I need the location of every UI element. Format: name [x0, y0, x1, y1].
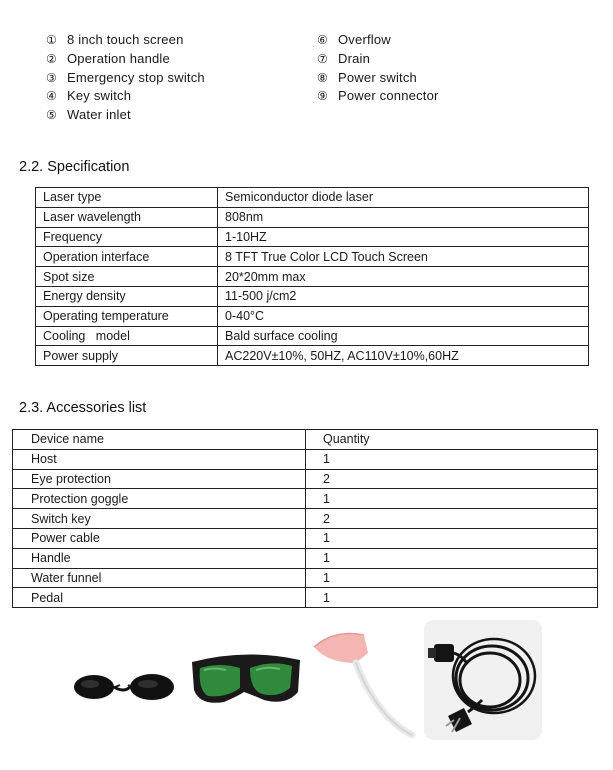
device-quantity: 1: [306, 588, 598, 608]
spec-value: 0-40°C: [218, 306, 589, 326]
table-row: [36, 286, 589, 306]
device-quantity: 2: [306, 509, 598, 529]
device-quantity: 1: [306, 568, 598, 588]
protection-goggle-image: [186, 640, 306, 720]
table-row: [13, 489, 598, 509]
device-name: Protection goggle: [13, 489, 306, 509]
spec-key: Laser type: [36, 188, 218, 208]
legend-item: [317, 69, 439, 88]
device-name: Host: [13, 449, 306, 469]
legend-number: ⑦: [317, 51, 328, 66]
legend-item: [317, 31, 439, 50]
legend-number: ⑧: [317, 70, 328, 85]
legend-label: Overflow: [338, 32, 391, 47]
spec-value: 20*20mm max: [218, 267, 589, 287]
eye-shield-image: [68, 655, 180, 715]
table-row: [36, 188, 589, 208]
legend-item: [46, 31, 205, 50]
power-cable-image: [424, 620, 542, 740]
legend-item: [46, 106, 205, 125]
spec-value: 11-500 j/cm2: [218, 286, 589, 306]
spec-value: 8 TFT True Color LCD Touch Screen: [218, 247, 589, 267]
legend-label: Operation handle: [67, 50, 170, 66]
device-quantity: 2: [306, 469, 598, 489]
table-row: [13, 568, 598, 588]
legend-label: Power switch: [338, 69, 417, 85]
column-header-quantity: Quantity: [306, 430, 598, 450]
parts-legend-left: [46, 31, 205, 125]
legend-number: ①: [46, 33, 57, 47]
specification-heading: 2.2. Specification: [19, 159, 130, 175]
table-row: [36, 346, 589, 366]
device-name: Eye protection: [13, 469, 306, 489]
spec-value: Bald surface cooling: [218, 326, 589, 346]
spec-key: Operation interface: [36, 247, 218, 267]
spec-key: Laser wavelength: [36, 207, 218, 227]
accessories-heading: 2.3. Accessories list: [19, 400, 147, 416]
legend-number: ⑤: [46, 108, 57, 123]
device-name: Pedal: [13, 588, 306, 608]
device-quantity: 1: [306, 548, 598, 568]
table-row: [36, 306, 589, 326]
spec-value: 808nm: [218, 207, 589, 227]
parts-legend-right: [317, 31, 439, 106]
table-row: [13, 449, 598, 469]
table-row: [36, 326, 589, 346]
table-row: [36, 267, 589, 287]
device-quantity: 1: [306, 528, 598, 548]
spec-key: Operating temperature: [36, 306, 218, 326]
legend-label: Key switch: [67, 88, 132, 104]
legend-number: ④: [46, 89, 57, 104]
table-row: [36, 247, 589, 267]
table-row: [36, 207, 589, 227]
device-name: Switch key: [13, 509, 306, 529]
spec-key: Power supply: [36, 346, 218, 366]
legend-label: Drain: [338, 50, 371, 66]
legend-item: [46, 50, 205, 69]
accessories-table: [12, 429, 598, 608]
specification-table: [35, 187, 589, 366]
spec-key: Frequency: [36, 227, 218, 247]
legend-number: ②: [46, 51, 57, 66]
water-funnel-image: [308, 625, 420, 740]
device-quantity: 1: [306, 449, 598, 469]
legend-number: ③: [46, 70, 57, 85]
table-row: [13, 469, 598, 489]
legend-number: ⑨: [317, 89, 328, 104]
spec-key: Energy density: [36, 286, 218, 306]
device-quantity: 1: [306, 489, 598, 509]
device-name: Power cable: [13, 528, 306, 548]
device-name: Handle: [13, 548, 306, 568]
table-row: [13, 548, 598, 568]
legend-item: [46, 87, 205, 106]
legend-label: 8 inch touch screen: [67, 32, 184, 47]
table-row: [36, 227, 589, 247]
spec-value: Semiconductor diode laser: [218, 188, 589, 208]
table-row: [13, 528, 598, 548]
table-row: [13, 509, 598, 529]
legend-item: [317, 50, 439, 69]
table-header-row: [13, 430, 598, 450]
spec-value: 1-10HZ: [218, 227, 589, 247]
spec-key: Spot size: [36, 267, 218, 287]
column-header-device: Device name: [13, 430, 306, 450]
legend-label: Water inlet: [67, 107, 131, 123]
legend-label: Emergency stop switch: [67, 69, 205, 85]
legend-item: [317, 87, 439, 106]
table-row: [13, 588, 598, 608]
legend-label: Power connector: [338, 88, 439, 104]
legend-item: [46, 69, 205, 88]
legend-number: ⑥: [317, 33, 328, 47]
spec-key: Cooling model: [36, 326, 218, 346]
spec-value: AC220V±10%, 50HZ, AC110V±10%,60HZ: [218, 346, 589, 366]
device-name: Water funnel: [13, 568, 306, 588]
